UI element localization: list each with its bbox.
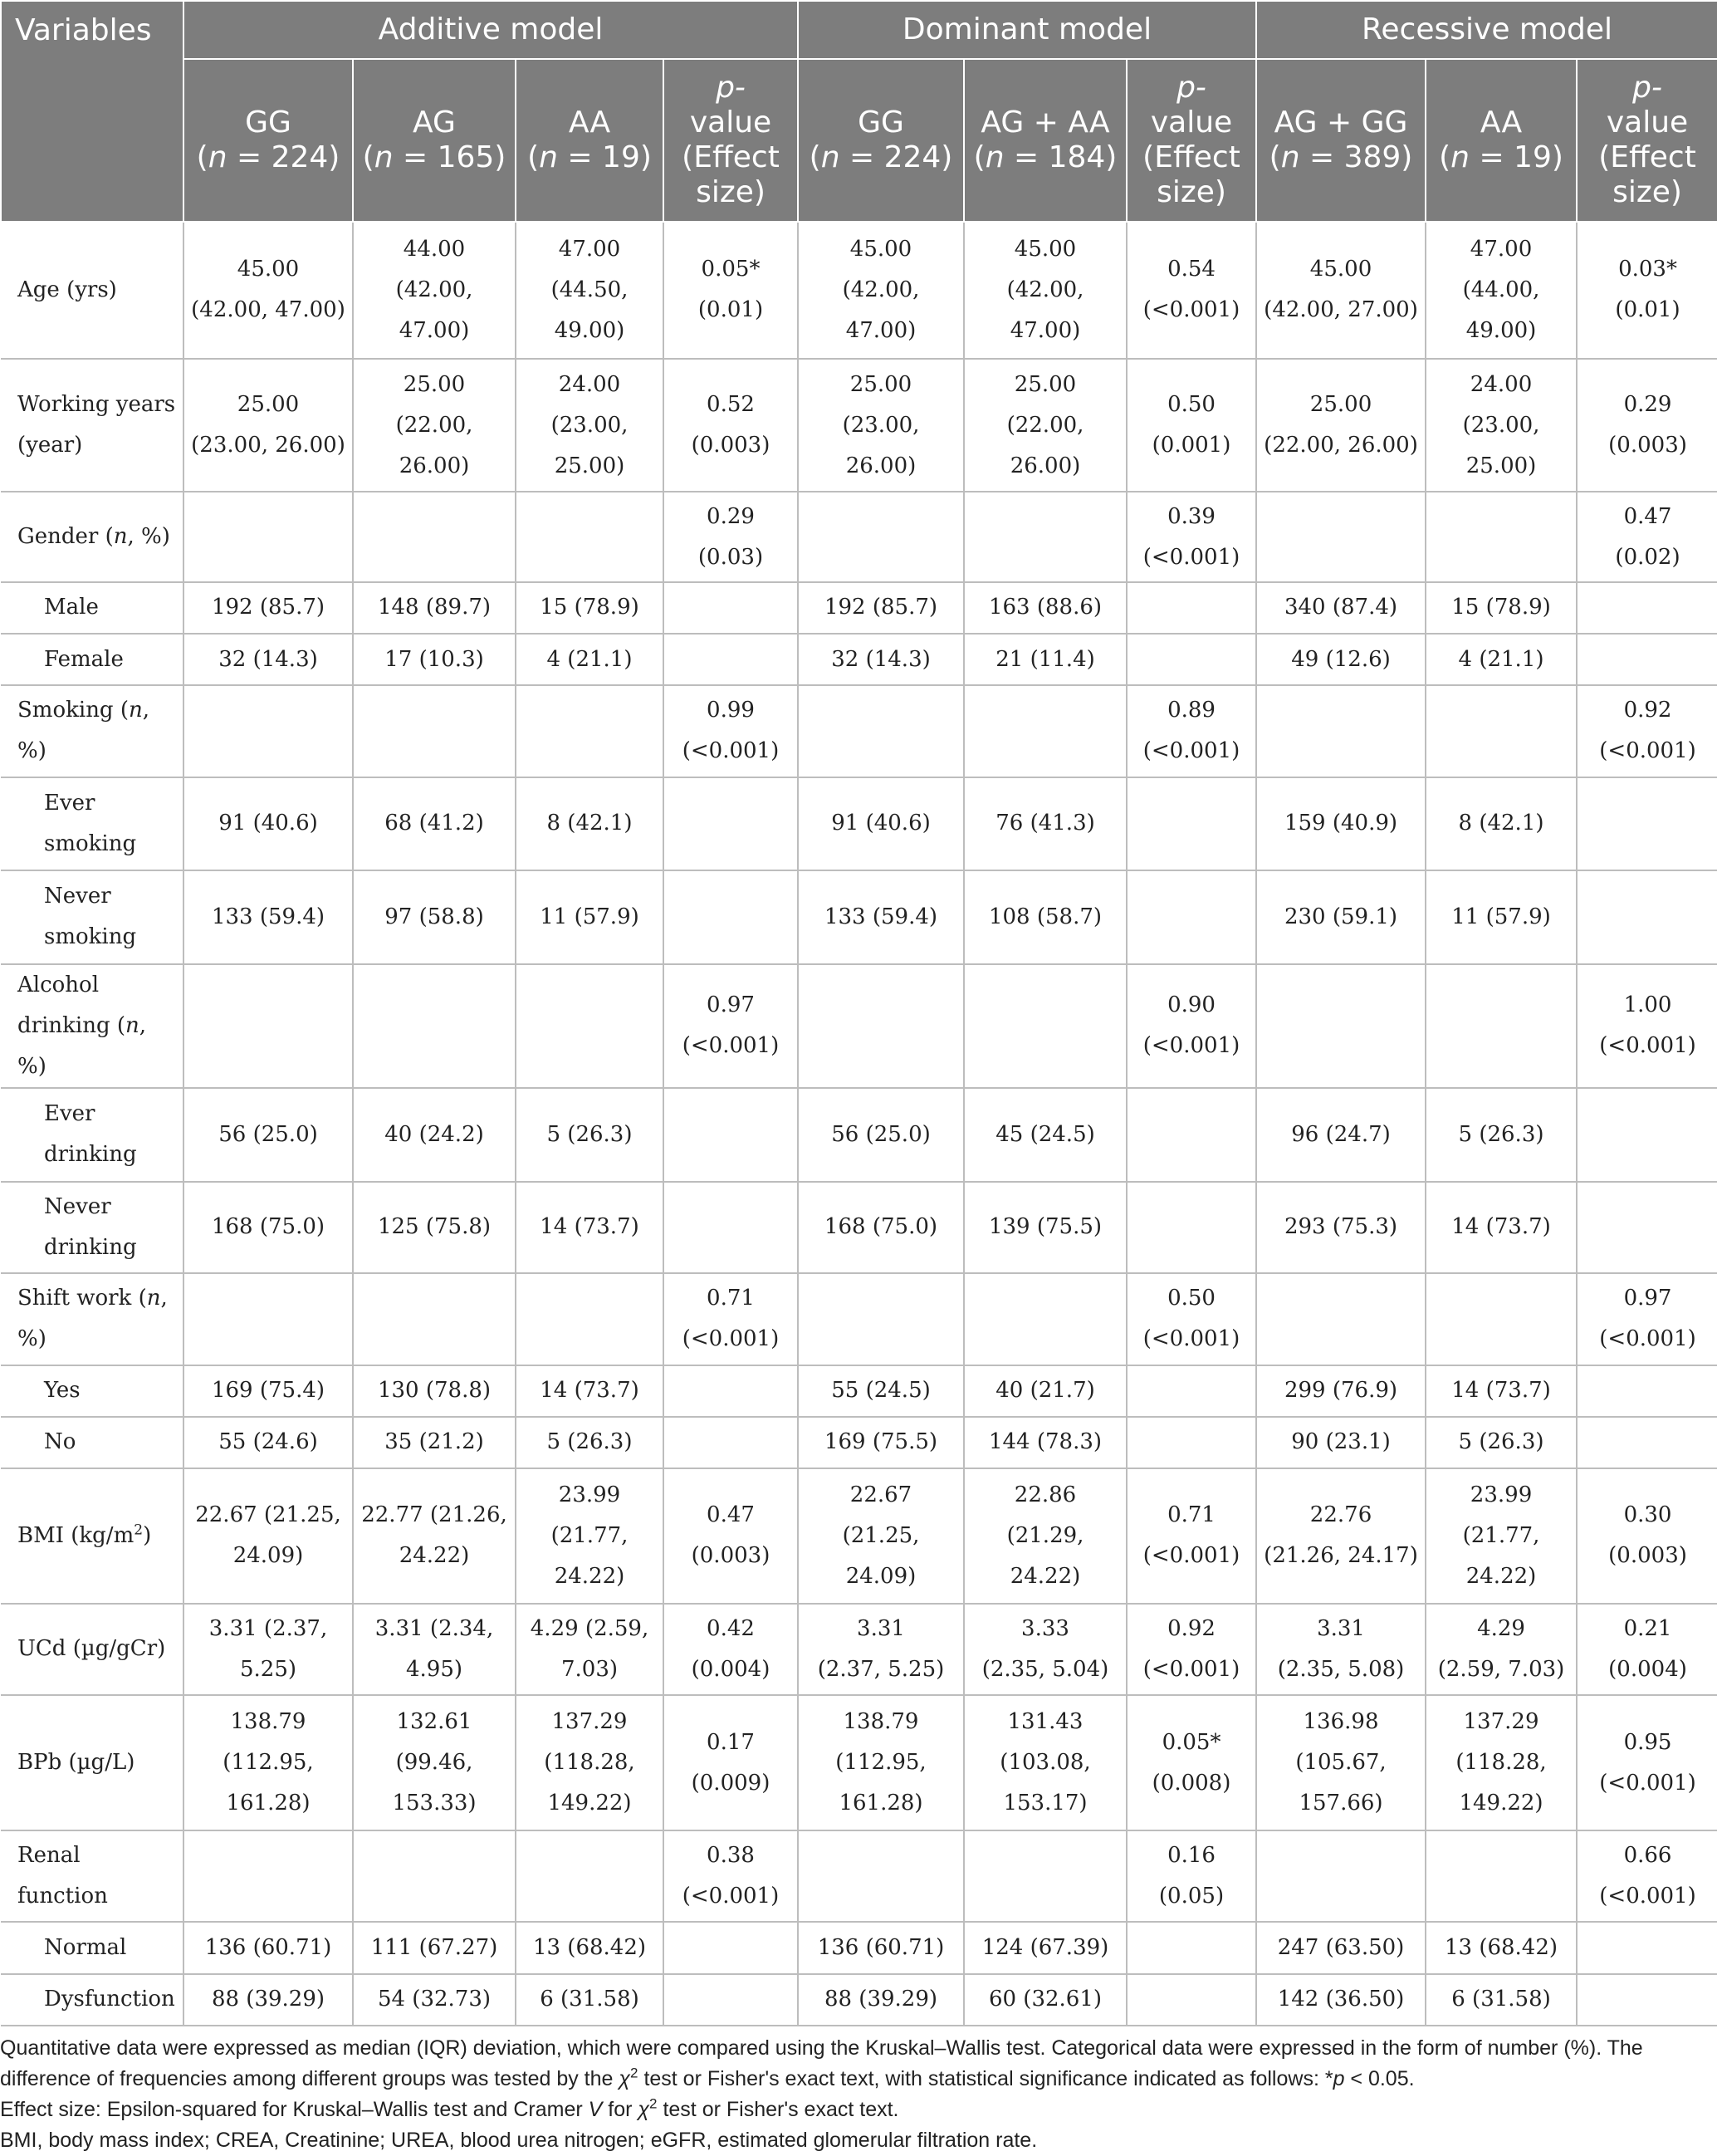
p-value-cell (1577, 634, 1717, 685)
table-body (1, 222, 1717, 2026)
data-cell: 137.29 (118.28, 149.22) (516, 1695, 663, 1830)
p-value-cell: 0.92 (<0.001) (1577, 685, 1717, 777)
data-cell (798, 492, 964, 581)
data-cell: 91 (40.6) (798, 777, 964, 870)
data-cell: 23.99 (21.77, 24.22) (1426, 1468, 1577, 1604)
data-cell (1426, 964, 1577, 1089)
data-cell: 169 (75.5) (798, 1417, 964, 1468)
p-value-cell: 0.50 (0.001) (1127, 359, 1256, 492)
table-row (1, 1974, 1717, 2026)
data-cell: 88 (39.29) (183, 1974, 353, 2026)
table-row (1, 1468, 1717, 1604)
p-value-cell (1577, 1365, 1717, 1417)
data-cell: 45.00 (42.00, 47.00) (798, 222, 964, 359)
data-cell: 111 (67.27) (353, 1922, 516, 1973)
genotype-label: GG (858, 105, 904, 140)
data-cell: 142 (36.50) (1256, 1974, 1426, 2026)
data-cell: 14 (73.7) (516, 1365, 663, 1417)
data-cell (964, 1273, 1127, 1365)
p-value-cell: 0.47 (0.003) (663, 1468, 798, 1604)
row-label: No (1, 1417, 183, 1468)
row-label: Ever smoking (1, 777, 183, 870)
data-cell: 96 (24.7) (1256, 1088, 1426, 1181)
data-cell: 14 (73.7) (1426, 1365, 1577, 1417)
p-value-cell: 0.03* (0.01) (1577, 222, 1717, 359)
data-cell (183, 964, 353, 1089)
data-cell: 5 (26.3) (516, 1417, 663, 1468)
data-cell (1256, 1273, 1426, 1365)
data-cell: 11 (57.9) (1426, 870, 1577, 963)
table-row (1, 359, 1717, 492)
data-cell (1256, 964, 1426, 1089)
p-value-cell: 0.05* (0.008) (1127, 1695, 1256, 1830)
data-cell (183, 685, 353, 777)
row-label: Shift work (n, %) (1, 1273, 183, 1365)
p-value-cell (663, 1365, 798, 1417)
data-cell: 159 (40.9) (1256, 777, 1426, 870)
data-cell: 299 (76.9) (1256, 1365, 1426, 1417)
row-label: Working years (year) (1, 359, 183, 492)
p-value-cell (1127, 1922, 1256, 1973)
table-header (1, 1, 1717, 222)
data-cell: 136 (60.71) (798, 1922, 964, 1973)
table-row (1, 1604, 1717, 1695)
p-value-cell: 0.29 (0.03) (663, 492, 798, 581)
data-cell (798, 964, 964, 1089)
data-cell (1256, 492, 1426, 581)
row-label: Ever drinking (1, 1088, 183, 1181)
table-row (1, 492, 1717, 581)
data-cell: 32 (14.3) (798, 634, 964, 685)
data-cell: 136 (60.71) (183, 1922, 353, 1973)
p-value-cell (663, 1974, 798, 2026)
data-cell: 49 (12.6) (1256, 634, 1426, 685)
row-label: Smoking (n, %) (1, 685, 183, 777)
p-value-cell (1127, 1365, 1256, 1417)
data-cell: 192 (85.7) (183, 582, 353, 634)
data-cell (964, 492, 1127, 581)
data-cell (798, 685, 964, 777)
data-cell: 24.00 (23.00, 25.00) (516, 359, 663, 492)
table-row (1, 1273, 1717, 1365)
genotype-count: (n = 224) (809, 140, 953, 174)
genotype-count: (n = 224) (196, 140, 340, 174)
table-row (1, 582, 1717, 634)
genotype-header (183, 59, 353, 222)
data-cell: 22.67 (21.25, 24.09) (183, 1468, 353, 1604)
data-cell (1426, 1830, 1577, 1922)
data-cell: 45.00 (42.00, 27.00) (1256, 222, 1426, 359)
data-cell: 3.31 (2.35, 5.08) (1256, 1604, 1426, 1695)
data-cell (798, 1273, 964, 1365)
genotype-label: AA (1480, 105, 1523, 140)
data-cell: 3.31 (2.34, 4.95) (353, 1604, 516, 1695)
data-cell: 124 (67.39) (964, 1922, 1127, 1973)
data-cell (516, 964, 663, 1089)
data-cell (516, 1273, 663, 1365)
data-cell: 22.77 (21.26, 24.22) (353, 1468, 516, 1604)
data-cell: 25.00 (23.00, 26.00) (798, 359, 964, 492)
table-row (1, 685, 1717, 777)
p-value-cell: 0.30 (0.003) (1577, 1468, 1717, 1604)
genotype-count: (n = 389) (1269, 140, 1413, 174)
genotype-header (516, 59, 663, 222)
variables-header: Variables (1, 1, 183, 222)
data-cell: 97 (58.8) (353, 870, 516, 963)
data-cell: 133 (59.4) (183, 870, 353, 963)
genotype-label: AG + GG (1274, 105, 1408, 140)
genotype-header (353, 59, 516, 222)
p-value-cell: 0.54 (<0.001) (1127, 222, 1256, 359)
data-cell: 76 (41.3) (964, 777, 1127, 870)
data-cell: 247 (63.50) (1256, 1922, 1426, 1973)
data-cell (353, 964, 516, 1089)
data-cell (183, 1273, 353, 1365)
p-value-cell: 0.97 (<0.001) (663, 964, 798, 1089)
data-cell: 25.00 (23.00, 26.00) (183, 359, 353, 492)
p-value-cell: 0.50 (<0.001) (1127, 1273, 1256, 1365)
data-cell: 192 (85.7) (798, 582, 964, 634)
table-row (1, 1922, 1717, 1973)
data-cell: 22.67 (21.25, 24.09) (798, 1468, 964, 1604)
footnote-effect-size: Effect size: Epsilon-squared for Kruskal–Wallis test and Cramer V for $\chi^2$ test or Fisher's exact text. (0, 2095, 899, 2121)
data-cell (964, 685, 1127, 777)
data-cell: 11 (57.9) (516, 870, 663, 963)
data-cell: 5 (26.3) (1426, 1417, 1577, 1468)
data-cell: 24.00 (23.00, 25.00) (1426, 359, 1577, 492)
p-value-cell (1127, 1417, 1256, 1468)
genotype-label: AG + AA (981, 105, 1110, 140)
data-cell: 15 (78.9) (1426, 582, 1577, 634)
data-cell: 45.00 (42.00, 47.00) (183, 222, 353, 359)
p-value-cell (1577, 1974, 1717, 2026)
data-cell (1426, 685, 1577, 777)
data-cell: 21 (11.4) (964, 634, 1127, 685)
row-label: Dysfunction (1, 1974, 183, 2026)
p-value-cell: 0.66 (<0.001) (1577, 1830, 1717, 1922)
table-row (1, 870, 1717, 963)
p-value-cell (663, 1922, 798, 1973)
data-cell: 138.79 (112.95, 161.28) (798, 1695, 964, 1830)
data-cell (516, 492, 663, 581)
row-label: Never drinking (1, 1182, 183, 1273)
data-cell (183, 1830, 353, 1922)
p-value-cell: 0.39 (<0.001) (1127, 492, 1256, 581)
data-cell: 130 (78.8) (353, 1365, 516, 1417)
p-value-cell: 0.17 (0.009) (663, 1695, 798, 1830)
data-cell: 131.43 (103.08, 153.17) (964, 1695, 1127, 1830)
p-value-cell (1577, 1417, 1717, 1468)
data-cell: 47.00 (44.50, 49.00) (516, 222, 663, 359)
data-cell: 5 (26.3) (516, 1088, 663, 1181)
table-row (1, 1182, 1717, 1273)
table-row (1, 1695, 1717, 1830)
p-value-cell (1127, 1182, 1256, 1273)
p-value-cell: 0.71 (<0.001) (663, 1273, 798, 1365)
data-cell: 4.29 (2.59, 7.03) (1426, 1604, 1577, 1695)
p-value-cell: 1.00 (<0.001) (1577, 964, 1717, 1089)
data-cell: 3.31 (2.37, 5.25) (183, 1604, 353, 1695)
p-value-cell (663, 1088, 798, 1181)
p-value-cell: 0.92 (<0.001) (1127, 1604, 1256, 1695)
data-cell: 340 (87.4) (1256, 582, 1426, 634)
data-cell: 40 (21.7) (964, 1365, 1127, 1417)
data-cell (353, 1273, 516, 1365)
p-value-cell: 0.97 (<0.001) (1577, 1273, 1717, 1365)
data-cell: 4 (21.1) (516, 634, 663, 685)
data-cell: 45 (24.5) (964, 1088, 1127, 1181)
p-value-cell (663, 870, 798, 963)
data-cell: 35 (21.2) (353, 1417, 516, 1468)
row-label: Alcohol drinking (n, %) (1, 964, 183, 1089)
data-cell: 13 (68.42) (516, 1922, 663, 1973)
data-cell: 230 (59.1) (1256, 870, 1426, 963)
table-row (1, 1365, 1717, 1417)
data-cell: 3.31 (2.37, 5.25) (798, 1604, 964, 1695)
data-cell: 55 (24.5) (798, 1365, 964, 1417)
row-label: Normal (1, 1922, 183, 1973)
row-label: Age (yrs) (1, 222, 183, 359)
data-cell: 137.29 (118.28, 149.22) (1426, 1695, 1577, 1830)
data-cell: 169 (75.4) (183, 1365, 353, 1417)
data-cell: 23.99 (21.77, 24.22) (516, 1468, 663, 1604)
data-cell: 15 (78.9) (516, 582, 663, 634)
p-value-cell: 0.42 (0.004) (663, 1604, 798, 1695)
table-row (1, 964, 1717, 1089)
genotype-header (798, 59, 964, 222)
data-cell: 144 (78.3) (964, 1417, 1127, 1468)
p-value-cell (663, 582, 798, 634)
table-row (1, 1088, 1717, 1181)
data-cell: 47.00 (44.00, 49.00) (1426, 222, 1577, 359)
p-value-cell: 0.29 (0.003) (1577, 359, 1717, 492)
p-value-cell (1127, 777, 1256, 870)
table-row (1, 1417, 1717, 1468)
row-label: Never smoking (1, 870, 183, 963)
data-cell (1256, 1830, 1426, 1922)
data-cell: 14 (73.7) (1426, 1182, 1577, 1273)
table-footnotes (0, 2033, 1710, 2156)
data-cell: 91 (40.6) (183, 777, 353, 870)
data-cell: 13 (68.42) (1426, 1922, 1577, 1973)
data-cell: 56 (25.0) (183, 1088, 353, 1181)
p-value-cell (1577, 777, 1717, 870)
row-label: Female (1, 634, 183, 685)
data-cell: 168 (75.0) (183, 1182, 353, 1273)
data-cell: 8 (42.1) (516, 777, 663, 870)
genotype-count: (n = 184) (973, 140, 1118, 174)
footnote-abbreviations: BMI, body mass index; CREA, Creatinine; UREA, blood urea nitrogen; eGFR, estimated glomerular filtration rate. (0, 2129, 1038, 2152)
p-value-cell (663, 1417, 798, 1468)
p-value-cell: 0.52 (0.003) (663, 359, 798, 492)
data-cell (516, 1830, 663, 1922)
p-value-cell: 0.38 (<0.001) (663, 1830, 798, 1922)
data-cell: 6 (31.58) (1426, 1974, 1577, 2026)
data-cell (516, 685, 663, 777)
data-cell: 163 (88.6) (964, 582, 1127, 634)
data-cell (183, 492, 353, 581)
p-value-cell (1577, 1922, 1717, 1973)
table-row (1, 1830, 1717, 1922)
row-label: Male (1, 582, 183, 634)
data-cell: 138.79 (112.95, 161.28) (183, 1695, 353, 1830)
p-value-cell (1127, 1088, 1256, 1181)
p-value-cell (1127, 1974, 1256, 2026)
data-cell: 56 (25.0) (798, 1088, 964, 1181)
p-value-cell: 0.21 (0.004) (1577, 1604, 1717, 1695)
p-value-cell: 0.47 (0.02) (1577, 492, 1717, 581)
data-cell: 25.00 (22.00, 26.00) (964, 359, 1127, 492)
data-cell: 5 (26.3) (1426, 1088, 1577, 1181)
table-row (1, 634, 1717, 685)
data-cell (353, 685, 516, 777)
data-cell: 6 (31.58) (516, 1974, 663, 2026)
data-cell: 45.00 (42.00, 47.00) (964, 222, 1127, 359)
genotype-header (1256, 59, 1426, 222)
genotype-label: AG (413, 105, 456, 140)
p-value-header: p- value (Effect size) (663, 59, 798, 222)
genotype-header (1426, 59, 1577, 222)
row-label: Gender (n, %) (1, 492, 183, 581)
genotype-header (964, 59, 1127, 222)
p-value-header: p- value (Effect size) (1127, 59, 1256, 222)
p-value-cell (663, 1182, 798, 1273)
data-cell: 68 (41.2) (353, 777, 516, 870)
p-value-cell (1127, 870, 1256, 963)
data-cell: 133 (59.4) (798, 870, 964, 963)
data-cell: 25.00 (22.00, 26.00) (353, 359, 516, 492)
data-cell: 14 (73.7) (516, 1182, 663, 1273)
data-cell: 88 (39.29) (798, 1974, 964, 2026)
additive-model-header: Additive model (183, 1, 798, 59)
data-cell: 32 (14.3) (183, 634, 353, 685)
p-value-cell (1127, 582, 1256, 634)
p-value-cell (663, 777, 798, 870)
data-cell (353, 492, 516, 581)
p-value-cell: 0.89 (<0.001) (1127, 685, 1256, 777)
data-cell (1426, 492, 1577, 581)
data-cell: 148 (89.7) (353, 582, 516, 634)
data-cell: 17 (10.3) (353, 634, 516, 685)
p-value-cell (1127, 634, 1256, 685)
data-cell: 60 (32.61) (964, 1974, 1127, 2026)
table-row (1, 777, 1717, 870)
data-cell: 139 (75.5) (964, 1182, 1127, 1273)
genotype-count: (n = 19) (527, 140, 652, 174)
row-label: Renal function (1, 1830, 183, 1922)
data-cell: 4.29 (2.59, 7.03) (516, 1604, 663, 1695)
genotype-count: (n = 165) (362, 140, 506, 174)
row-label: UCd (µg/gCr) (1, 1604, 183, 1695)
data-cell (964, 964, 1127, 1089)
p-value-cell (1577, 582, 1717, 634)
p-value-cell: 0.05* (0.01) (663, 222, 798, 359)
row-label: BMI $(kg/m^2)$ (1, 1468, 183, 1604)
data-cell: 22.86 (21.29, 24.22) (964, 1468, 1127, 1604)
data-cell: 25.00 (22.00, 26.00) (1256, 359, 1426, 492)
data-cell: 55 (24.6) (183, 1417, 353, 1468)
p-value-cell (1577, 870, 1717, 963)
data-cell: 90 (23.1) (1256, 1417, 1426, 1468)
p-value-header: p- value (Effect size) (1577, 59, 1717, 222)
data-cell (798, 1830, 964, 1922)
dominant-model-header: Dominant model (798, 1, 1256, 59)
genotype-label: AA (568, 105, 611, 140)
genotype-count: (n = 19) (1439, 140, 1563, 174)
data-cell: 293 (75.3) (1256, 1182, 1426, 1273)
recessive-model-header: Recessive model (1256, 1, 1717, 59)
data-cell (353, 1830, 516, 1922)
data-cell (1426, 1273, 1577, 1365)
p-value-cell: 0.99 (<0.001) (663, 685, 798, 777)
data-cell: 54 (32.73) (353, 1974, 516, 2026)
p-value-cell (1577, 1182, 1717, 1273)
data-cell (964, 1830, 1127, 1922)
p-value-cell (663, 634, 798, 685)
table-row (1, 222, 1717, 359)
data-cell: 132.61 (99.46, 153.33) (353, 1695, 516, 1830)
row-label: BPb (µg/L) (1, 1695, 183, 1830)
footnote-methods: Quantitative data were expressed as median (IQR) deviation, which were compared using the Kruskal–Wallis test. Categorical data were expressed in the form of number (%). The difference of frequencies among different groups was tested by the $\chi^2$ test or Fisher's exact text, with statistical significance indicated as follows: *p < 0.05. (0, 2036, 1643, 2090)
p-value-cell: 0.90 (<0.001) (1127, 964, 1256, 1089)
data-cell: 108 (58.7) (964, 870, 1127, 963)
data-cell: 3.33 (2.35, 5.04) (964, 1604, 1127, 1695)
data-cell: 40 (24.2) (353, 1088, 516, 1181)
data-cell: 136.98 (105.67, 157.66) (1256, 1695, 1426, 1830)
p-value-cell (1577, 1088, 1717, 1181)
data-cell (1256, 685, 1426, 777)
genotype-label: GG (245, 105, 291, 140)
data-cell: 168 (75.0) (798, 1182, 964, 1273)
data-cell: 44.00 (42.00, 47.00) (353, 222, 516, 359)
p-value-cell: 0.95 (<0.001) (1577, 1695, 1717, 1830)
data-cell: 8 (42.1) (1426, 777, 1577, 870)
data-cell: 4 (21.1) (1426, 634, 1577, 685)
data-cell: 125 (75.8) (353, 1182, 516, 1273)
data-cell: 22.76 (21.26, 24.17) (1256, 1468, 1426, 1604)
p-value-cell: 0.16 (0.05) (1127, 1830, 1256, 1922)
row-label: Yes (1, 1365, 183, 1417)
p-value-cell: 0.71 (<0.001) (1127, 1468, 1256, 1604)
